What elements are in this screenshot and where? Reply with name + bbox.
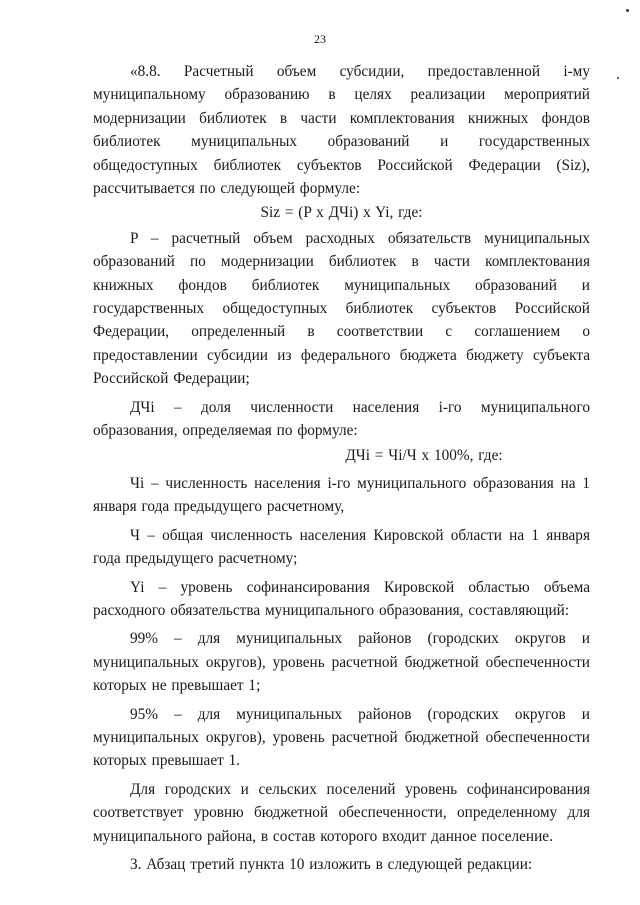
paragraph-p-definition: P – расчетный объем расходных обязательств муниципальных образований по модернизации библиотек в части комплектования книжных фондов библиотек муниципальных образований и государственных общедоступных библиотек субъектов Российской Федерации, определенный в соответствии с соглашением о предоставлении субсидии из федерального бюджета бюджету субъекта Российской Федерации; [93,229,590,388]
paragraph-settlements: Для городских и сельских поселений уровень софинансирования соответствует уровню бюджетной обеспеченности, определенному для муниципального района, в состав которого входит данное поселение. [93,780,590,845]
paragraph-8-8: «8.8. Расчетный объем субсидии, предоставленной i-му муниципальному образованию в целях реализации мероприятий модернизации библиотек в части комплектования книжных фондов библиотек муниципальных образований и государственных общедоступных библиотек субъектов Российской Федерации (Siz), рассчитывается по следующей формуле: [93,63,590,198]
paragraph-yi-definition: Yi – уровень софинансирования Кировской областью объема расходного обязательства муниципального образования, составляющий: [93,578,590,619]
paragraph-99-percent: 99% – для муниципальных районов (городских округов и муниципальных округов), уровень расчетной бюджетной обеспеченности которых не превышает 1; [93,630,590,695]
paragraph-95-percent: 95% – для муниципальных районов (городских округов и муниципальных округов), уровень расчетной бюджетной обеспеченности которых превышает 1. [93,705,590,770]
formula-siz: Siz = (P x ДЧi) x Yi, где: [260,204,423,222]
page-number: 23 [314,32,326,46]
scan-speck [617,77,619,79]
document-body [93,60,590,876]
paragraph-chi-definition: Чi – численность населения i-го муниципального образования на 1 января года предыдущего расчетному, [93,474,590,516]
paragraph-dchi-definition: ДЧi – доля численности населения i-го муниципального образования, определяемая по формуле: [93,398,590,440]
scan-speck [626,9,629,12]
paragraph-item-3: 3. Абзац третий пункта 10 изложить в следующей редакции: [130,856,533,873]
paragraph-ch-definition: Ч – общая численность населения Кировской области на 1 января года предыдущего расчетному; [93,526,590,568]
formula-dchi: ДЧi = Чi/Ч x 100%, где: [345,446,503,464]
